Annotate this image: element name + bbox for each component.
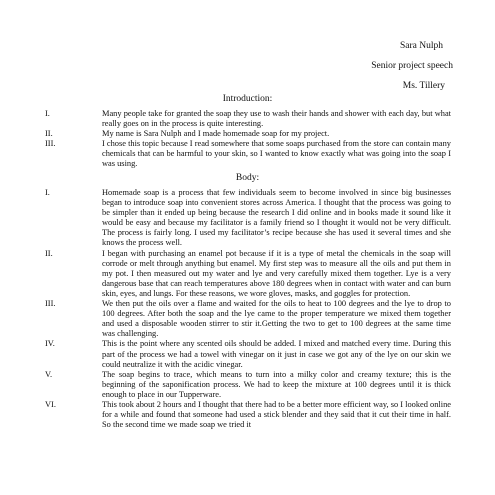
project-title: Senior project speech: [371, 61, 453, 71]
list-item: [0, 139, 495, 169]
item-number: I.: [45, 109, 50, 118]
item-text: The soap begins to trace, which means to turn into a milky color and creamy texture; this is the beginning of the saponification process. We had to keep the mixture at 100 degrees until it is thick enough to place in our Tupperware.: [102, 369, 451, 399]
item-number: IV.: [45, 339, 55, 349]
list-item: [0, 400, 495, 430]
item-text: This is the point where any scented oils should be added. I mixed and matched every time. During this part of the process we had a towel with vinegar on it just in case we got any of the lye on our skin we could neutralize it with the acidic vinegar.: [102, 339, 451, 369]
item-number: I.: [45, 188, 50, 197]
item-number: III.: [45, 139, 56, 149]
item-text: Homemade soap is a process that few individuals seem to become involved in since big businesses began to introduce soap into convenient stores across America. I thought that the process was going to be simpler than it ended up being because the research I did online and in books made it sound like it would be easy and because my facilitator is a family friend so I thought it would not be very difficult. The process is fairly long. I used my facilitator’s recipe because she has used it several times and she knows the process well.: [102, 188, 451, 248]
item-number: III.: [45, 299, 56, 309]
item-text: We then put the oils over a flame and waited for the oils to heat to 100 degrees and the lye to drop to 100 degrees. After both the soap and the lye came to the proper temperature we mixed them together and used a disposable wooden stirrer to stir it.Getting the two to get to 100 degrees at the same time was challenging.: [102, 299, 451, 339]
item-text: My name is Sara Nulph and I made homemade soap for my project.: [102, 129, 330, 139]
list-item: [0, 109, 495, 129]
body-heading: Body:: [235, 173, 260, 183]
item-number: VI.: [45, 399, 56, 409]
intro-heading: Introduction:: [222, 94, 273, 104]
intro-list: [0, 109, 495, 170]
item-number: II.: [45, 129, 53, 139]
item-text: I chose this topic because I read somewhere that some soaps purchased from the store can contain many chemicals that can be harmful to your skin, so I wanted to know exactly what was going into the soap I was using.: [102, 139, 451, 169]
item-number: II.: [45, 248, 53, 258]
item-text: Many people take for granted the soap they use to wash their hands and shower with each day, but what really goes on in the process is quite interesting.: [102, 109, 451, 129]
list-item: [0, 370, 495, 400]
list-item: [0, 249, 495, 299]
item-text: I began with purchasing an enamel pot because if it is a type of metal the chemicals in the soap will corrode or melt through anything but enamel. My first step was to measure all the oils and put them in my pot. I then measured out my water and lye and very carefully mixed them together. Lye is a very dangerous base that can reach temperatures above 180 degrees when in contact with water and can burn skin, eyes, and lungs. For these reasons, we wore gloves, masks, and goggles for protection.: [102, 248, 451, 298]
list-item: [0, 339, 495, 369]
body-list: [0, 188, 495, 430]
teacher-name: Ms. Tillery: [402, 81, 445, 91]
item-text: This took about 2 hours and I thought that there had to be a better more efficient way, so I looked online for a while and found that someone had used a stick blender and they said that it cut their time in half. So the second time we made soap we tried it: [102, 399, 451, 430]
author-name: Sara Nulph: [399, 41, 443, 51]
item-number: V.: [45, 369, 53, 379]
list-item: [0, 188, 495, 249]
list-item: [0, 129, 495, 139]
list-item: [0, 299, 495, 339]
